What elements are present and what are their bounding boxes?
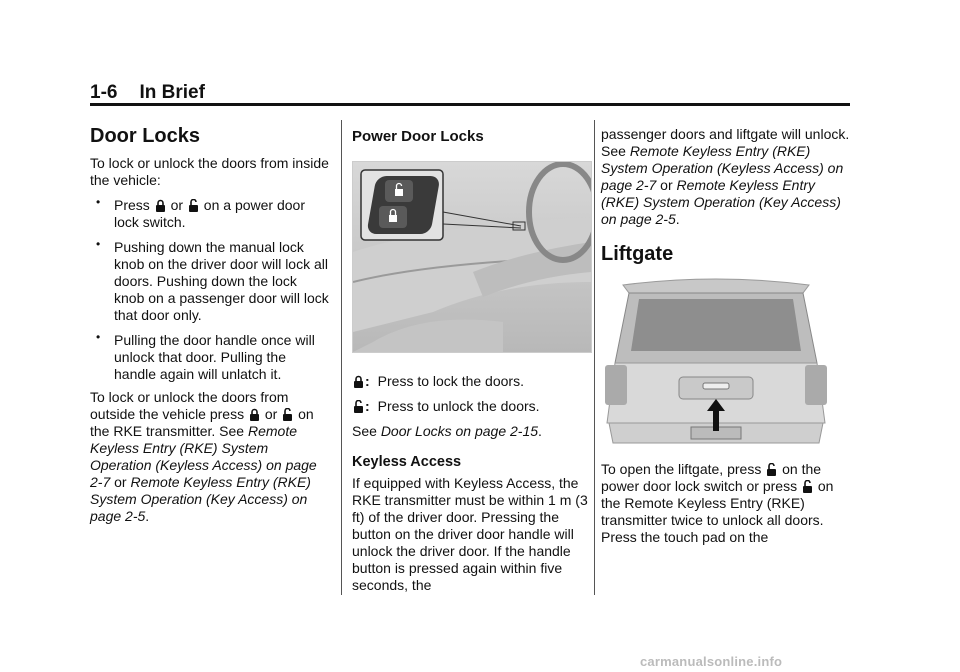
page-number: 1-6 (90, 82, 118, 103)
unlock-icon (802, 480, 813, 493)
continued-text: passenger doors and liftgate will unlock. See Remote Keyless Entry (RKE) System Operation (Keyless Access) on page 2-7 or Remote Keyless Entry (RKE) System Operation (Key Access) on page 2-5. (601, 126, 850, 227)
lock-definition: : Press to lock the doors. (352, 373, 592, 390)
ref-key-access[interactable]: Remote Keyless Entry (RKE) System Operation (Key Access) on page 2-5 (90, 474, 311, 524)
liftgate-photo (603, 273, 829, 453)
header-rule (90, 103, 850, 106)
bullet-door-handle: • Pulling the door handle once will unlock that door. Pulling the handle again will unlatch it. (90, 332, 330, 383)
column-3 (601, 126, 851, 552)
liftgate-text: To open the liftgate, press on the power door lock switch or press on the Remote Keyless Entry (RKE) transmitter twice to unlock all doors. Press the touch pad on the (601, 461, 834, 545)
section-title: In Brief (139, 82, 205, 103)
ref-keyless-access[interactable]: Remote Keyless Entry (RKE) System Operation (Keyless Access) on page 2-7 (601, 143, 844, 193)
lock-icon (155, 199, 166, 212)
door-lock-switch-photo (352, 161, 592, 353)
column-divider-2 (594, 120, 595, 595)
see-door-locks: See Door Locks on page 2-15. (352, 423, 542, 439)
column-1 (90, 118, 330, 531)
liftgate-heading: Liftgate (601, 243, 674, 265)
watermark: carmanualsonline.info (640, 654, 783, 669)
page-header (90, 82, 205, 104)
column-divider-1 (341, 120, 342, 595)
bullet-press-switch: • Press or on a power door lock switch. (90, 197, 330, 231)
ref-door-locks[interactable]: Door Locks on page 2-15 (380, 423, 539, 439)
unlock-icon (282, 408, 293, 421)
unlock-icon (188, 199, 199, 212)
unlock-icon (353, 400, 364, 413)
keyless-access-text: If equipped with Keyless Access, the RKE transmitter must be within 1 m (3 ft) of the driver door. Pressing the button on the driver door handle will unlock the driver door. If the handle button is pressed again within five seconds, the (352, 475, 588, 593)
unlock-icon (766, 463, 777, 476)
power-door-locks-heading: Power Door Locks (352, 128, 484, 145)
ref-key-access[interactable]: Remote Keyless Entry (RKE) System Operation (Key Access) on page 2-5 (601, 177, 841, 227)
column-2 (352, 118, 592, 600)
lock-icon (353, 375, 364, 388)
lock-icon (249, 408, 260, 421)
keyless-access-heading: Keyless Access (352, 454, 462, 470)
outside-instructions: To lock or unlock the doors from outside the vehicle press or on the RKE transmitter. See Remote Keyless Entry (RKE) System Operation (Keyless Access) on page 2-7 or Remote Keyless Entry (RKE) System Operation (Key Access) on page 2-5. (90, 389, 317, 524)
unlock-definition: : Press to unlock the doors. (352, 398, 592, 415)
door-locks-heading: Door Locks (90, 125, 201, 147)
ref-keyless-access[interactable]: Remote Keyless Entry (RKE) System Operation (Keyless Access) on page 2-7 (90, 423, 317, 490)
bullet-manual-knob: • Pushing down the manual lock knob on the driver door will lock all doors. Pushing down the lock knob on a passenger door will lock that door only. (90, 239, 330, 324)
door-locks-intro: To lock or unlock the doors from inside the vehicle: (90, 155, 329, 188)
door-panel-illustration (353, 162, 591, 352)
vehicle-rear-illustration (603, 273, 829, 453)
